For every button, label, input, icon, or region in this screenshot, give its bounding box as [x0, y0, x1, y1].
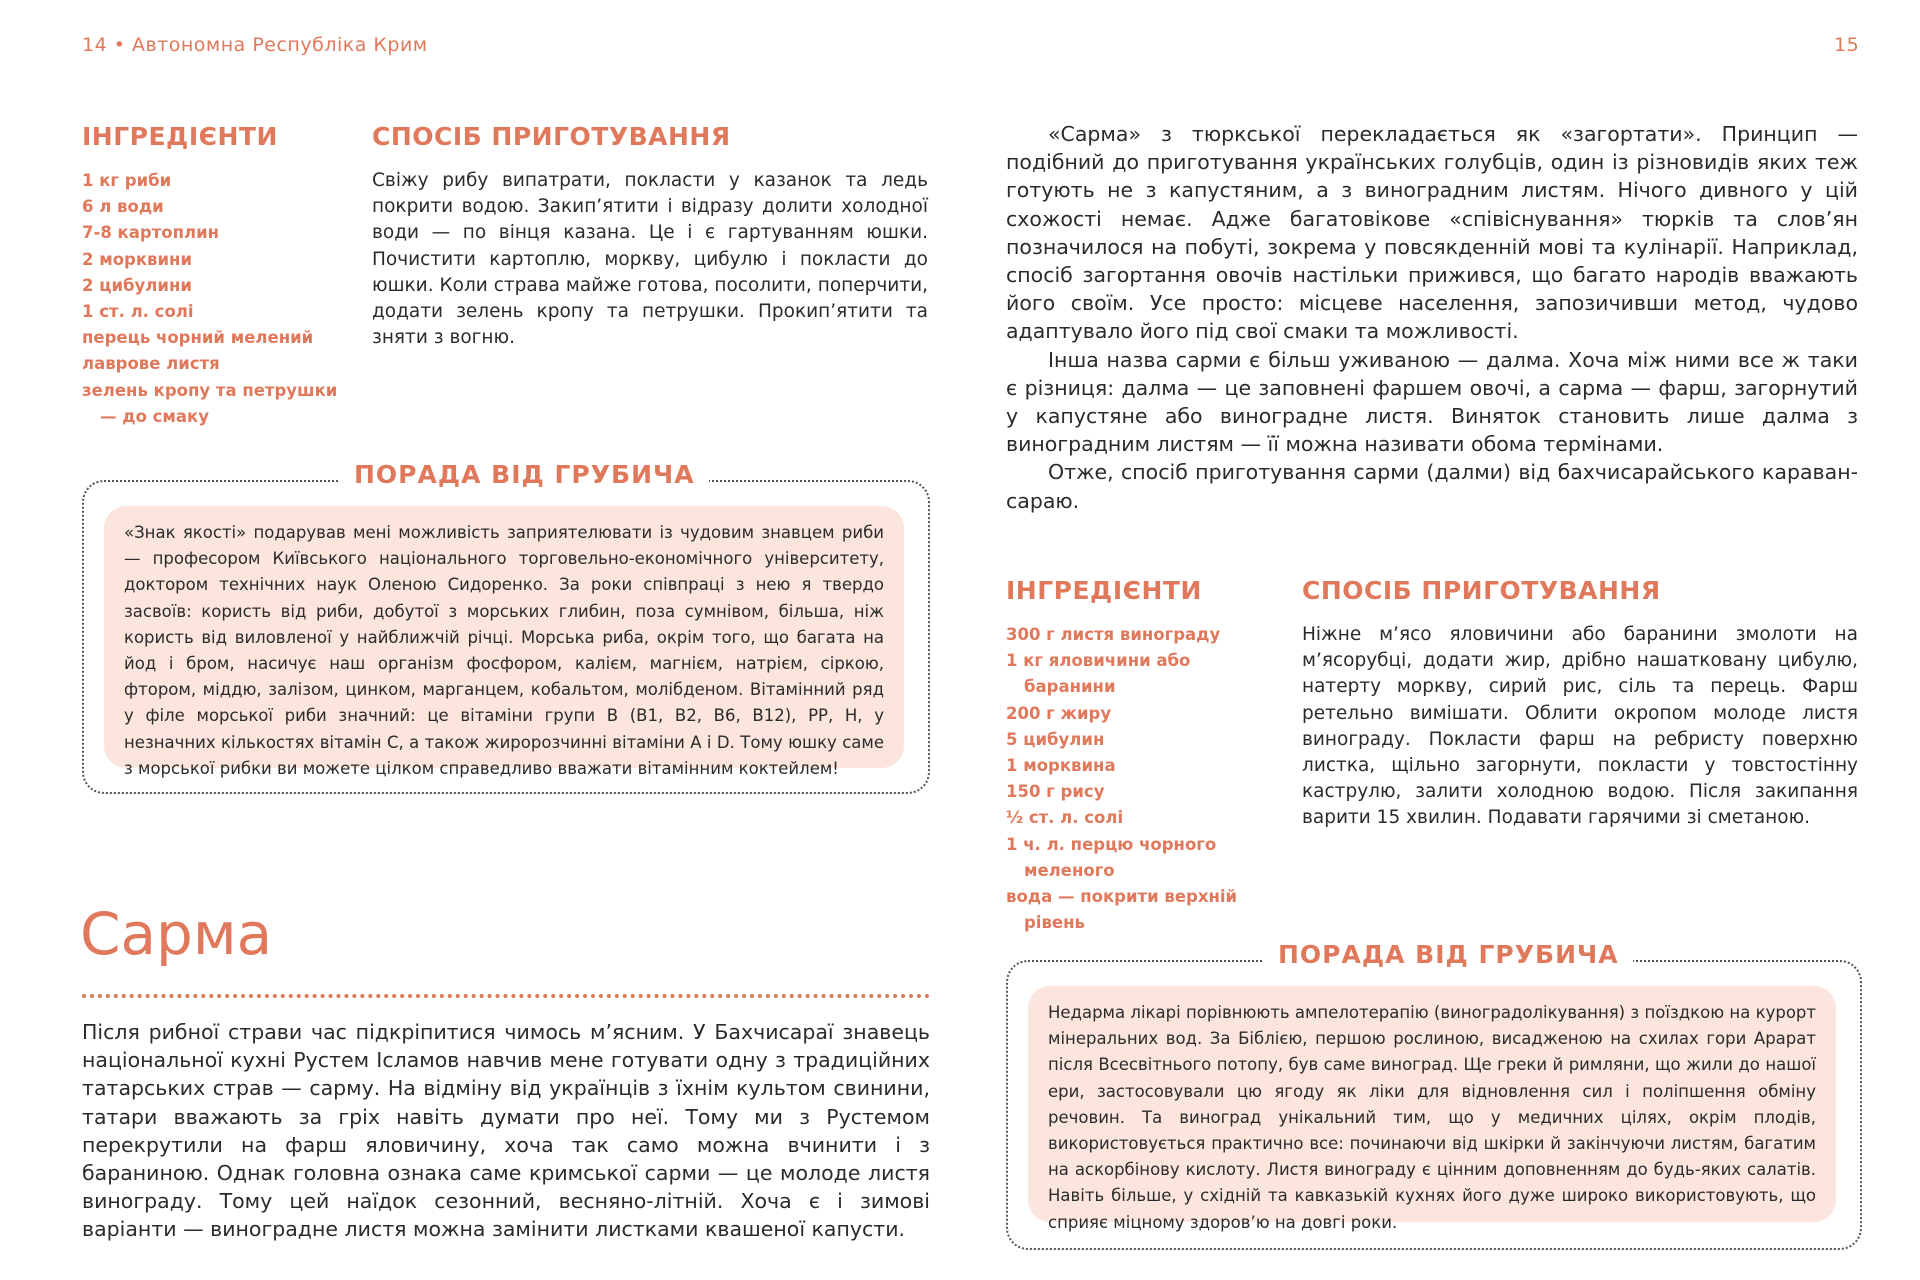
ingredients-heading: ІНГРЕДІЄНТИ: [1006, 576, 1202, 605]
ingredient-item: 300 г листя винограду: [1006, 625, 1221, 644]
ingredient-item: лаврове листя: [82, 354, 220, 374]
ingredient-item: 1 морквина: [1006, 756, 1116, 776]
tip-text: «Знак якості» подарував мені можливість заприятелювати із чудовим знавцем риби — професором Київського національного торговельно-економічного університету, доктором технічних наук Оленою Сидоренко. За роки співпраці з нею я твердо засвоїв: користь від риби, добутої з морських глибин, поза сумнівом, більша, ніж користь від виловленої у найближчій річці. Морська риба, окрім того, що багата на йод і бром, насичує наш організм фосфором, калієм, магнієм, натрієм, сіркою, фтором, міддю, залізом, цинком, марганцем, кобальтом, молібденом. Вітамінний ряд у філе морської риби значний: це вітаміни групи В (В1, В2, В6, В12), РР, Н, у незначних кількостях вітамін С, а також жиророзчинні вітаміни А і D. Тому юшку саме з морської рибки ви можете цілком справедливо вважати вітамінним коктейлем!: [124, 523, 884, 778]
ingredient-item: 1 ст. л. солі: [82, 302, 194, 322]
method-heading: СПОСІБ ПРИГОТУВАННЯ: [1302, 576, 1661, 605]
tip-box: [104, 506, 904, 778]
article-text: [1006, 120, 1858, 515]
ingredient-item: зелень кропу та петрушки — до смаку: [82, 380, 338, 426]
recipe-title: Сарма: [80, 900, 273, 968]
ingredients-list: [1006, 622, 1278, 936]
method-text: Ніжне м’ясо яловичини або баранини змолоти на м’ясорубці, додати жир, дрібно нашатковану цибулю, натерту моркву, сирий рис, сіль та перець. Фарш ретельно вимішати. Облити окропом молоде листя винограду. Покласти фарш на ребристу поверхню листка, щільно загорнути, покласти у товстостінну каструлю, залити холодною водою. Після закипання варити 15 хвилин. Подавати гарячими зі сметаною.: [1302, 624, 1858, 829]
ingredient-item: ½ ст. л. солі: [1006, 808, 1124, 828]
tip-title: ПОРАДА ВІД ГРУБИЧА: [340, 460, 709, 489]
article-paragraph: Отже, спосіб приготування сарми (далми) від бахчисарайського караван-сараю.: [1006, 460, 1858, 513]
page-number: 15: [1834, 34, 1860, 56]
method-heading: СПОСІБ ПРИГОТУВАННЯ: [372, 122, 731, 151]
ingredient-item: 6 л води: [82, 197, 164, 217]
dotted-divider: [82, 994, 930, 998]
article-paragraph: Інша назва сарми є більш уживаною — далма. Хоча між ними все ж таки є різниця: далма — це заповнені фаршем овочі, а сарма — фарш, загорнутий у капустяне або виноградне листя. Виняток становить лише далма з виноградним листям — її можна називати обома термінами.: [1006, 347, 1858, 457]
ingredient-item: 2 цибулини: [82, 275, 192, 295]
ingredient-item: 2 морквини: [82, 249, 193, 269]
ingredient-item: вода — покрити верхній рівень: [1006, 887, 1238, 933]
ingredient-item: 1 ч. л. перцю чорного меленого: [1006, 834, 1217, 880]
article-paragraph: «Сарма» з тюркської перекладається як «загортати». Принцип — подібний до приготування українських голубців, один із різновидів яких теж готують не з капустяним, а з виноградним листям. Нічого дивного у цій схожості немає. Адже багатовікове «співіснування» тюрків та слов’ян позначилося на побуті, зокрема у повсякденній мові та кулінарії. Наприклад, спосіб загортання овочів настільки прижився, що багато народів вважають його своїм. Усе просто: місцеве населення, запозичивши метод, чудово адаптувало його під свої смаки та можливості.: [1006, 122, 1858, 344]
tip-title: ПОРАДА ВІД ГРУБИЧА: [1264, 940, 1633, 969]
ingredient-item: 200 г жиру: [1006, 703, 1112, 723]
ingredient-item: 7-8 картоплин: [82, 223, 220, 243]
ingredient-item: 1 кг яловичини або баранини: [1006, 651, 1191, 697]
ingredients-list: [82, 168, 344, 430]
tip-box: [1028, 986, 1836, 1232]
method-text: Свіжу рибу випатрати, покласти у казанок та ледь покрити водою. Закип’ятити і відразу долити холодної води — по вінця казана. Це і є гартуванням юшки. Почистити картоплю, моркву, цибулю і покласти до юшки. Коли страва майже готова, посолити, поперчити, додати зелень кропу та петрушки. Прокип’ятити та зняти з вогню.: [372, 170, 928, 349]
ingredient-item: 5 цибулин: [1006, 729, 1105, 749]
ingredient-item: 1 кг риби: [82, 171, 172, 190]
ingredient-item: 150 г рису: [1006, 782, 1105, 802]
ingredients-heading: ІНГРЕДІЄНТИ: [82, 122, 278, 151]
running-head: 14 • Автономна Республіка Крим: [82, 34, 428, 56]
intro-text: Після рибної страви час підкріпитися чимось м’ясним. У Бахчисараї знавець національної кухні Рустем Ісламов навчив мене готувати одну з традиційних татарських страв — сарму. На відміну від українців з їхнім культом свинини, татари вважають за гріх навіть думати про неї. Тому ми з Рустемом перекрутили на фарш яловичину, хоча так само можна вчинити і з бараниною. Однак головна ознака саме кримської сарми — це молоде листя винограду. Тому цей наїдок сезонний, весняно-літній. Хоча є і зимові варіанти — виноградне листя можна замінити листками квашеної капусти.: [82, 1020, 930, 1242]
tip-text: Недарма лікарі порівнюють ампелотерапію (виноградолікування) з поїздкою на курорт мінеральних вод. За Біблією, першою рослиною, висадженою на схилах гори Арарат після Всесвітнього потопу, був саме виноград. Ще греки й римляни, що жили до нашої ери, застосовували цю ягоду як ліки для відновлення сил і поліпшення обміну речовин. Та виноград унікальний тим, що у медичних цілях, окрім плодів, використовується практично все: починаючи від шкірки й закінчуючи листям, багатим на аскорбінову кислоту. Листя винограду є цінним доповненням до будь-яких салатів. Навіть більше, у східній та кавказькій кухнях його дуже широко використовують, що сприяє міцному здоров’ю на довгі роки.: [1048, 1003, 1816, 1232]
ingredient-item: перець чорний мелений: [82, 328, 314, 348]
